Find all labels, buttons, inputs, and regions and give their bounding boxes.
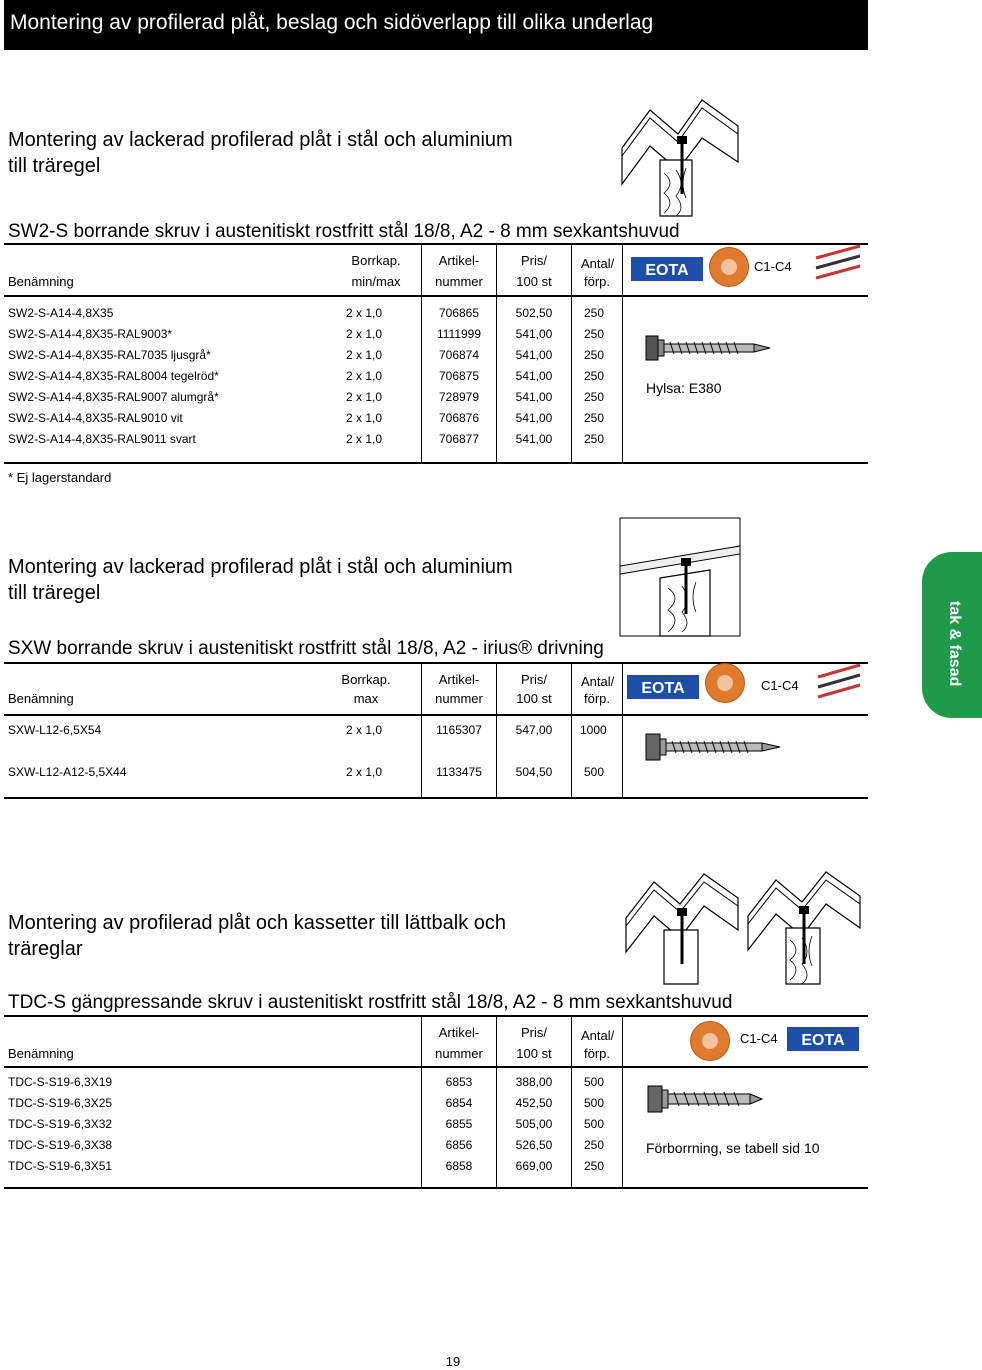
- s3-cell-antal: 250: [584, 1138, 605, 1152]
- s1-header-pris-1: Pris/: [521, 253, 547, 268]
- s3-cell-art: 6855: [445, 1117, 473, 1131]
- s3-cell-pris: 505,00: [515, 1117, 553, 1131]
- s3-class-code: C1-C4: [740, 1031, 778, 1046]
- s1-footnote: * Ej lagerstandard: [8, 470, 112, 485]
- s2-cell-pris: 547,00: [515, 723, 553, 737]
- s1-cell-art: 706875: [438, 369, 480, 383]
- s1-cell-name: SW2-S-A14-4,8X35-RAL9007 alumgrå*: [8, 390, 219, 404]
- s1-cell-art: 728979: [438, 390, 480, 404]
- s3-cell-name: TDC-S-S19-6,3X51: [8, 1159, 113, 1173]
- s1-cell-antal: 250: [584, 369, 605, 383]
- screw-sxw-image: [644, 730, 784, 764]
- section3-title: Montering av profilerad plåt och kassetter till lättbalk och träreglar: [8, 912, 507, 960]
- certification-badge-icon: [705, 663, 745, 703]
- s2-cell-art: 1133475: [436, 765, 482, 779]
- s1-cell-name: SW2-S-A14-4,8X35-RAL9010 vit: [8, 411, 183, 425]
- s3-cell-pris: 669,00: [515, 1159, 553, 1173]
- section3-subtitle: TDC-S gängpressande skruv i austenitiskt rostfritt stål 18/8, A2 - 8 mm sexkantshuvud: [8, 992, 733, 1013]
- s3-header-art-2: nummer: [435, 1046, 483, 1061]
- page-header-title: Montering av profilerad plåt, beslag och sidöverlapp till olika underlag: [10, 11, 654, 34]
- s2-header-art-2: nummer: [435, 691, 483, 706]
- s1-cell-antal: 250: [584, 390, 605, 404]
- s3-cell-art: 6856: [445, 1138, 473, 1152]
- s3-cell-antal: 250: [584, 1159, 605, 1173]
- s2-header-antal-1: Antal/: [581, 674, 615, 689]
- s3-cell-art: 6858: [445, 1159, 473, 1173]
- s1-cell-antal: 250: [584, 306, 605, 320]
- s3-header-pris-2: 100 st: [516, 1046, 552, 1061]
- eota-logo: [787, 1027, 859, 1051]
- s1-cell-borr: 2 x 1,0: [346, 306, 383, 320]
- s3-cell-antal: 500: [584, 1117, 605, 1131]
- certification-badge-icon: [709, 247, 749, 287]
- s3-header-pris-1: Pris/: [521, 1025, 547, 1040]
- section3-bottom-rule: [4, 1187, 868, 1189]
- s1-cell-borr: 2 x 1,0: [346, 411, 383, 425]
- s2-header-pris-2: 100 st: [516, 691, 552, 706]
- eota-logo: [627, 675, 699, 699]
- s2-header-name: Benämning: [8, 691, 74, 706]
- s1-header-name: Benämning: [8, 274, 74, 289]
- s3-header-antal-1: Antal/: [581, 1028, 615, 1043]
- s3-header-antal-2: förp.: [584, 1046, 611, 1061]
- s2-col-line: [622, 662, 623, 798]
- s1-cell-name: SW2-S-A14-4,8X35-RAL9011 svart: [8, 432, 196, 446]
- s3-cell-art: 6854: [445, 1096, 473, 1110]
- roof-mounting-illustration: [620, 98, 740, 216]
- s2-cell-pris: 504,50: [515, 765, 553, 779]
- s2-cell-name: SXW-L12-A12-5,5X44: [8, 765, 127, 779]
- s1-col-line: [571, 243, 572, 463]
- s3-cell-name: TDC-S-S19-6,3X32: [8, 1117, 113, 1131]
- section2-subtitle: SXW borrande skruv i austenitiskt rostfritt stål 18/8, A2 - irius® drivning: [8, 638, 604, 659]
- eota-logo-text: EOTA: [801, 1032, 845, 1049]
- s3-cell-antal: 500: [584, 1096, 605, 1110]
- s2-header-borr-1: Borrkap.: [341, 672, 391, 687]
- s1-header-borr-2: min/max: [351, 274, 401, 289]
- purlin-mounting-illustration: [624, 872, 740, 984]
- s1-cell-art: 1111999: [436, 327, 482, 341]
- s3-header-art-1: Artikel-: [438, 1025, 480, 1040]
- s1-cell-name: SW2-S-A14-4,8X35-RAL9003*: [8, 327, 173, 341]
- s3-cell-name: TDC-S-S19-6,3X25: [8, 1096, 113, 1110]
- s1-header-antal-1: Antal/: [581, 256, 615, 271]
- s1-cell-name: SW2-S-A14-4,8X35-RAL8004 tegelröd*: [8, 369, 219, 383]
- s3-cell-pris: 526,50: [515, 1138, 553, 1152]
- corrosion-class-icon: [812, 244, 864, 284]
- s1-cell-borr: 2 x 1,0: [346, 369, 383, 383]
- s3-cell-antal: 500: [584, 1075, 605, 1089]
- eota-logo: [631, 257, 703, 281]
- s1-cell-antal: 250: [584, 411, 605, 425]
- s1-cell-pris: 502,50: [515, 306, 553, 320]
- s2-cell-borr: 2 x 1,0: [346, 765, 383, 779]
- section1-subtitle: SW2-S borrande skruv i austenitiskt rostfritt stål 18/8, A2 - 8 mm sexkantshuvud: [8, 221, 680, 242]
- section1-title: Montering av lackerad profilerad plåt i stål och aluminium till träregel: [8, 129, 513, 177]
- screw-tdcs-image: [646, 1082, 766, 1116]
- s1-cell-antal: 250: [584, 348, 605, 362]
- s2-cell-name: SXW-L12-6,5X54: [8, 723, 102, 737]
- s1-class-code: C1-C4: [754, 259, 792, 274]
- section1-top-rule: [4, 243, 868, 245]
- eota-logo-text: EOTA: [645, 262, 689, 279]
- section2-top-rule: [4, 662, 868, 664]
- section2-header-rule: [4, 714, 868, 716]
- page-header: [4, 0, 868, 50]
- s1-cell-art: 706877: [438, 432, 480, 446]
- s1-cell-borr: 2 x 1,0: [346, 327, 383, 341]
- s1-cell-pris: 541,00: [515, 411, 553, 425]
- section3-header-rule: [4, 1066, 868, 1068]
- s1-cell-art: 706874: [438, 348, 480, 362]
- s2-header-antal-2: förp.: [584, 691, 611, 706]
- corrosion-class-icon: [814, 663, 864, 703]
- section2-bottom-rule: [4, 797, 868, 799]
- s3-cell-name: TDC-S-S19-6,3X38: [8, 1138, 113, 1152]
- s3-header-name: Benämning: [8, 1046, 74, 1061]
- s1-header-antal-2: förp.: [584, 274, 611, 289]
- s1-header-pris-2: 100 st: [516, 274, 552, 289]
- s1-cell-art: 706865: [438, 306, 480, 320]
- s1-cell-art: 706876: [438, 411, 480, 425]
- s2-header-art-1: Artikel-: [438, 672, 480, 687]
- s3-cell-name: TDC-S-S19-6,3X19: [8, 1075, 113, 1089]
- section2-title: Montering av lackerad profilerad plåt i stål och aluminium till träregel: [8, 556, 513, 604]
- eota-logo-text: EOTA: [641, 680, 685, 697]
- s1-cell-name: SW2-S-A14-4,8X35: [8, 306, 114, 320]
- s1-cell-borr: 2 x 1,0: [346, 432, 383, 446]
- s1-col-line: [622, 243, 623, 463]
- wood-purlin-mounting-illustration: [746, 870, 862, 984]
- s2-cell-borr: 2 x 1,0: [346, 723, 383, 737]
- s3-cell-pris: 388,00: [515, 1075, 553, 1089]
- side-tab-label: tak & fasad: [946, 601, 963, 687]
- s1-cell-name: SW2-S-A14-4,8X35-RAL7035 ljusgrå*: [8, 348, 211, 362]
- section1-bottom-rule: [4, 462, 868, 464]
- side-tab[interactable]: [922, 552, 982, 718]
- s1-cell-antal: 250: [584, 432, 605, 446]
- page-number: 19: [445, 1354, 461, 1369]
- s2-class-code: C1-C4: [761, 678, 799, 693]
- wood-mounting-illustration: [620, 518, 740, 636]
- s3-cell-pris: 452,50: [515, 1096, 553, 1110]
- s1-cell-borr: 2 x 1,0: [346, 390, 383, 404]
- s1-cell-borr: 2 x 1,0: [346, 348, 383, 362]
- section1-header-rule: [4, 295, 868, 297]
- s1-cell-pris: 541,00: [515, 348, 553, 362]
- s1-hylsa: Hylsa: E380: [646, 380, 722, 396]
- s1-header-art-1: Artikel-: [438, 253, 480, 268]
- s2-col-line: [571, 662, 572, 798]
- s2-cell-art: 1165307: [436, 723, 482, 737]
- s1-header-art-2: nummer: [435, 274, 483, 289]
- s1-cell-pris: 541,00: [515, 432, 553, 446]
- s1-header-borr-1: Borrkap.: [351, 253, 401, 268]
- screw-sw2s-image: [644, 332, 774, 364]
- s2-cell-antal: 1000: [580, 723, 607, 737]
- certification-badge-icon: [690, 1021, 730, 1061]
- s3-col-line: [571, 1015, 572, 1188]
- s1-cell-pris: 541,00: [515, 327, 553, 341]
- s3-cell-art: 6853: [445, 1075, 473, 1089]
- s1-cell-pris: 541,00: [515, 390, 553, 404]
- s2-cell-antal: 500: [584, 765, 605, 779]
- s2-header-pris-1: Pris/: [521, 672, 547, 687]
- s1-cell-pris: 541,00: [515, 369, 553, 383]
- s3-forborrning-note: Förborrning, se tabell sid 10: [646, 1140, 820, 1156]
- s2-header-borr-2: max: [353, 691, 379, 706]
- s3-col-line: [622, 1015, 623, 1188]
- s1-cell-antal: 250: [584, 327, 605, 341]
- section3-top-rule: [4, 1015, 868, 1017]
